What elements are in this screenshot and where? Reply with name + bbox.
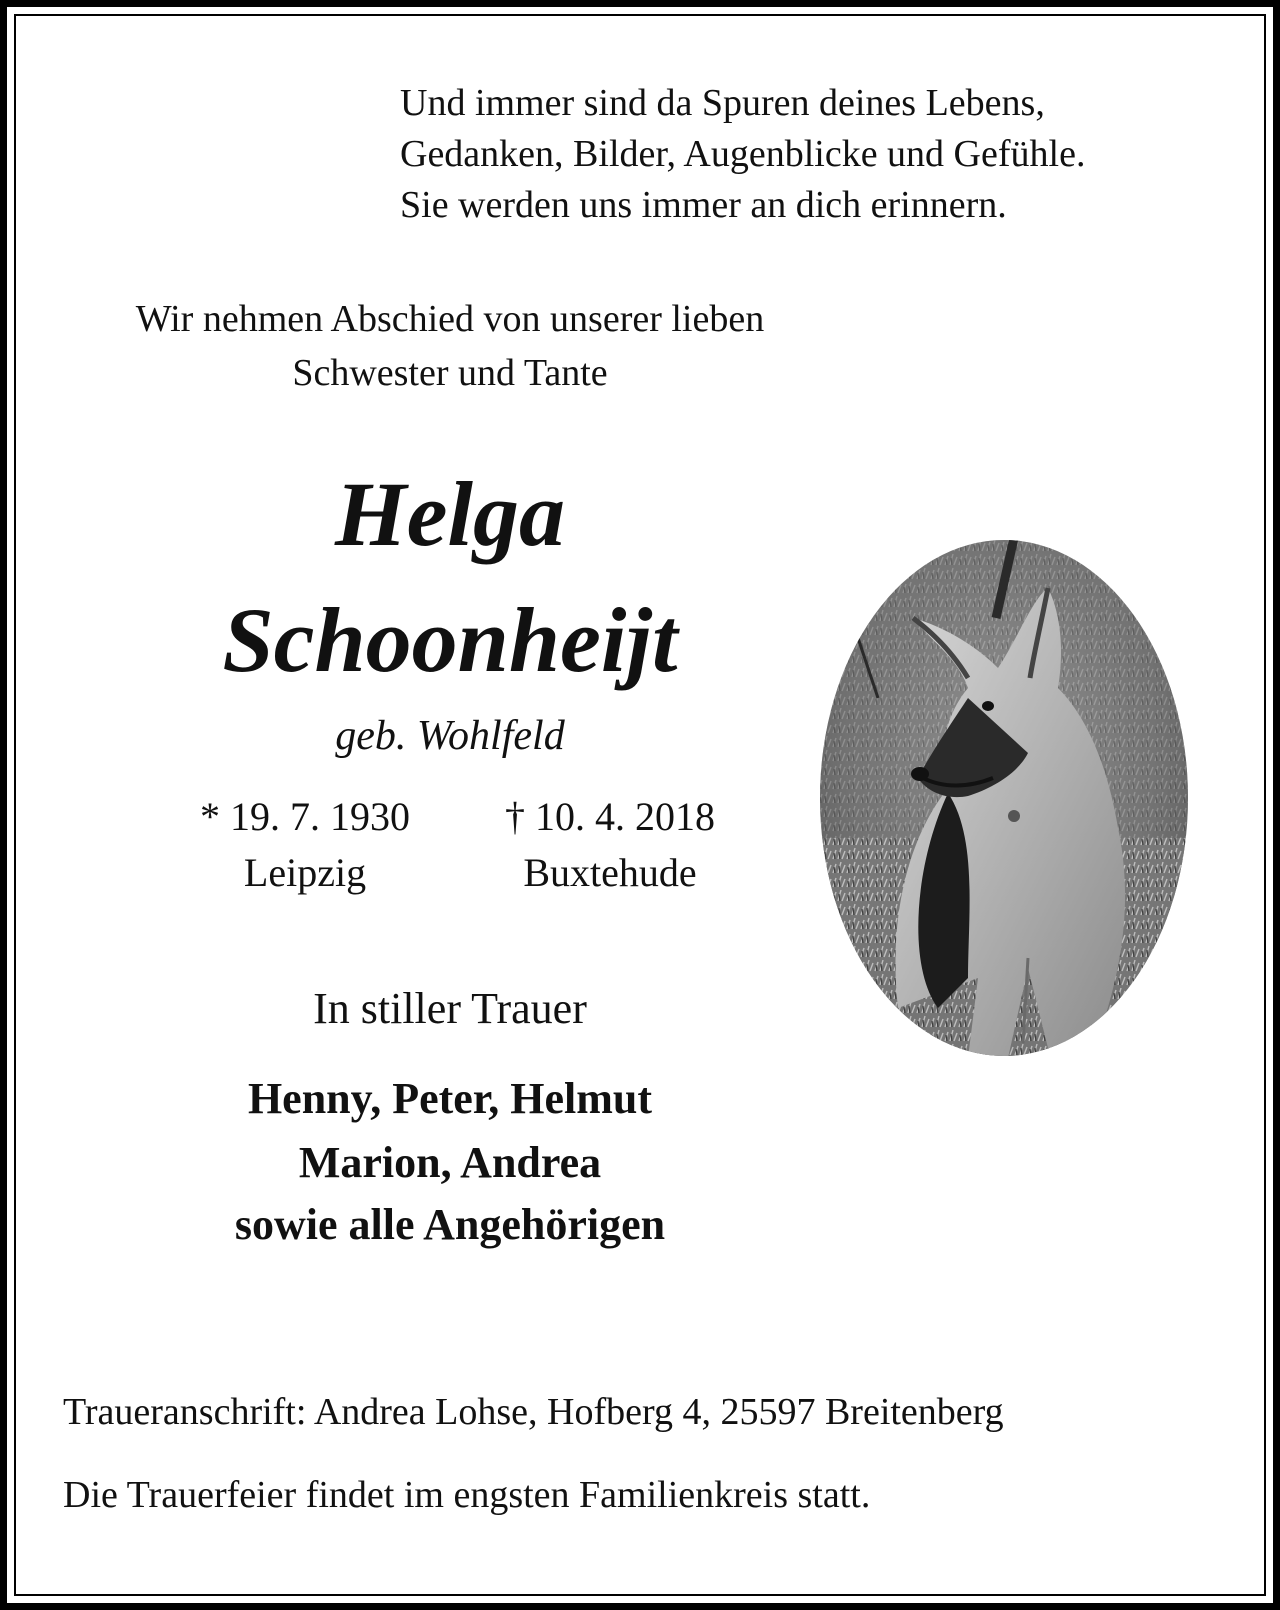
birth-date: * 19. 7. 1930 — [200, 794, 410, 839]
family-line-1: Henny, Peter, Helmut — [247, 1074, 653, 1123]
funeral-note: Die Trauerfeier findet im engsten Familienkreis statt. — [63, 1474, 871, 1516]
mourning-address: Traueranschrift: Andrea Lohse, Hofberg 4, 25597 Breitenberg — [63, 1391, 1004, 1433]
death-date: † 10. 4. 2018 — [505, 794, 715, 839]
last-name: Schoonheijt — [222, 589, 678, 691]
death-place: Buxtehude — [523, 850, 697, 895]
birth-place: Leipzig — [243, 850, 367, 895]
dog-photo — [818, 538, 1190, 1058]
poem-line-1: Und immer sind da Spuren deines Lebens, — [400, 82, 1045, 124]
intro-line-2: Schwester und Tante — [292, 352, 608, 394]
maiden-name: geb. Wohlfeld — [335, 713, 565, 759]
mourning-heading: In stiller Trauer — [313, 984, 587, 1033]
poem-line-2: Gedanken, Bilder, Augenblicke und Gefühle. — [400, 133, 1086, 175]
poem-line-3: Sie werden uns immer an dich erinnern. — [400, 184, 1007, 226]
poem — [400, 78, 1085, 231]
intro-line-1: Wir nehmen Abschied von unserer lieben — [135, 298, 765, 340]
family-line-3: sowie alle Angehörigen — [234, 1200, 666, 1249]
first-name: Helga — [335, 463, 565, 565]
family-line-2: Marion, Andrea — [298, 1138, 602, 1187]
